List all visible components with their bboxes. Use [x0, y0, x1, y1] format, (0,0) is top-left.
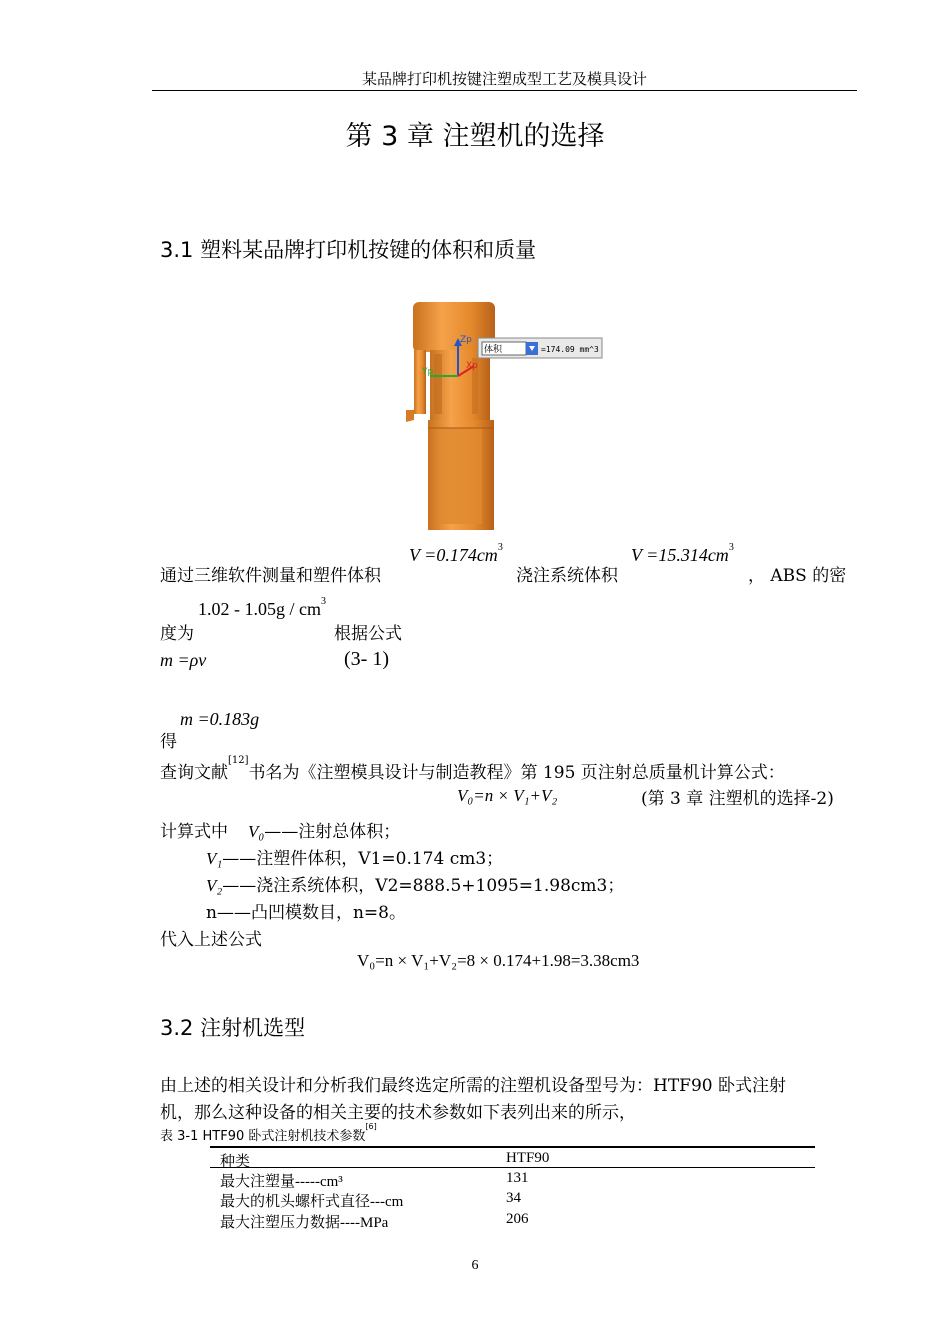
definition-v1: V₁——注塑件体积，V1=0.174 cm3； [206, 849, 504, 869]
table-top-rule [210, 1146, 815, 1148]
definition-n: n——凸凹模数目，n=8。 [206, 903, 406, 923]
part-volume-figure [400, 298, 610, 530]
table-caption: 表 3-1 HTF90 卧式注射机技术参数[6] [160, 1122, 377, 1144]
para1-text-c: ， ABS 的密 [748, 566, 847, 586]
axis-y-label: Yp [422, 367, 434, 377]
part-left-arm [414, 350, 426, 414]
para1-text-a: 通过三维软件测量和塑件体积 [160, 566, 381, 586]
axis-x-label: Xp [466, 361, 478, 371]
formula-density: $1.02 - 1.05g / cm^3$ [198, 596, 326, 619]
table-row-3-label: 最大注塑压力数据----MPa [220, 1215, 389, 1231]
para3-line2: 机，那么这种设备的相关主要的技术参数如下表列出来的所示， [160, 1103, 636, 1123]
table-header-col2: HTF90 [506, 1150, 550, 1166]
table-header-col1: 种类 [220, 1154, 251, 1170]
para1-text-d: 度为 [160, 624, 194, 644]
header-divider [152, 90, 857, 91]
table-header-rule [210, 1167, 815, 1168]
page-header-title: 某品牌打印机按键注塑成型工艺及模具设计 [361, 72, 647, 88]
formula-mass: m =ρv [160, 650, 207, 670]
citation-ref-12: [12] [228, 755, 249, 766]
para1-text-e: 根据公式 [334, 624, 402, 644]
table-row-3-value: 206 [506, 1211, 529, 1227]
measure-type-label: 体积 [484, 345, 503, 355]
formula-substitute: V₀=n × V₁+V₂=8 × 0.174+1.98=3.38cm3 [357, 951, 640, 970]
chapter-title: 第 3 章 注塑机的选择 [345, 121, 605, 152]
para1-text-b: 浇注系统体积 [516, 566, 618, 586]
definitions-intro: 计算式中 V₀——注射总体积； [160, 822, 401, 842]
formula-total-tag: (第 3 章 注塑机的选择-2) [641, 789, 834, 809]
page-number: 6 [471, 1258, 479, 1273]
definition-v2: V₂——浇注系统体积，V2=888.5+1095=1.98cm3； [206, 876, 625, 896]
formula-part-volume: $V =0.174cm^3$ [409, 542, 503, 565]
para2-line: 查询文献[12]书名为《注塑模具设计与制造教程》第 195 页注射总质量机计算公式： [160, 755, 785, 783]
axis-z-label: Zp [460, 335, 472, 345]
table-row-1-label: 最大注塑量-----cm³ [220, 1174, 343, 1190]
table-row-2-value: 34 [506, 1190, 521, 1206]
table-row-2-label: 最大的机头螺杆式直径---cm [220, 1194, 404, 1210]
formula-mass-result: m =0.183g [180, 709, 260, 729]
table-row-1-value: 131 [506, 1170, 529, 1186]
section-heading-3-2: 3.2 注射机选型 [160, 1016, 306, 1040]
result-prefix: 得 [160, 732, 177, 752]
formula-total-volume: V₀=n × V₁+V₂ [457, 786, 558, 805]
part-3d-model [400, 298, 610, 530]
formula-runner-volume: $V =15.314cm^3$ [631, 542, 734, 565]
part-hook [406, 410, 414, 422]
section-heading-3-1: 3.1 塑料某品牌打印机按键的体积和质量 [160, 238, 537, 262]
measure-value: =174.09 mm^3 [541, 345, 599, 354]
formula-mass-tag: (3- 1) [344, 648, 389, 670]
para3-line1: 由上述的相关设计和分析我们最终选定所需的注塑机设备型号为：HTF90 卧式注射 [160, 1076, 786, 1096]
substitute-text: 代入上述公式 [160, 930, 262, 950]
